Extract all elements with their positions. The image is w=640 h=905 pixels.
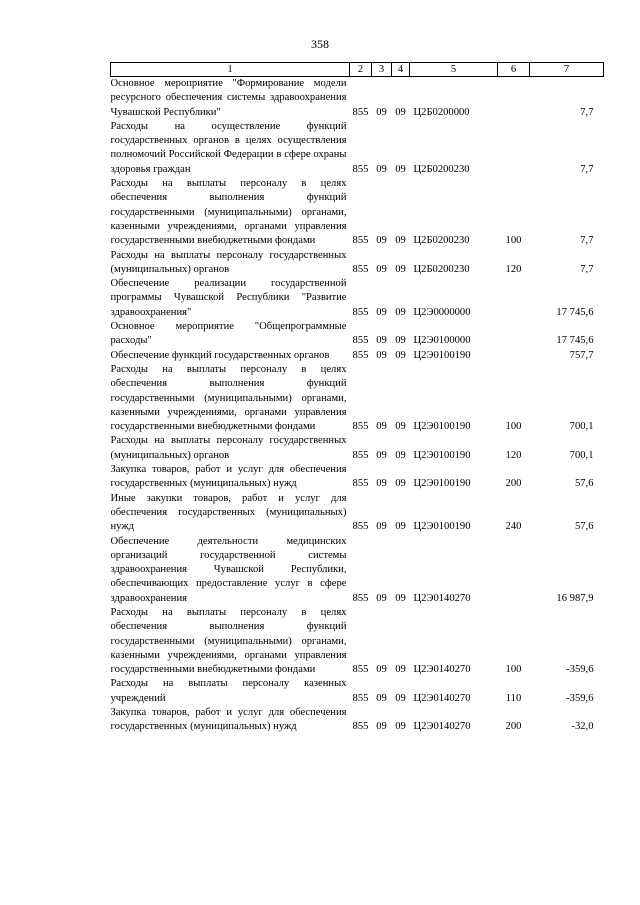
ministry-code: 855: [352, 721, 369, 733]
header-col-5: 5: [410, 63, 498, 77]
table-row: [111, 363, 604, 434]
section-code: 09: [376, 106, 387, 118]
subsection-code: 09: [395, 306, 406, 318]
target-article-code: Ц2Э0100190: [413, 421, 471, 433]
item-name: Расходы на выплаты персоналу казенных учреждений: [110, 678, 347, 704]
table-row: [111, 349, 604, 363]
ministry-code: 855: [352, 664, 369, 676]
table-row: [111, 606, 604, 677]
section-code: 09: [376, 592, 387, 604]
target-article-code: Ц2Э0100190: [413, 521, 471, 533]
amount: 7,7: [580, 263, 594, 275]
amount: 17 745,6: [556, 335, 594, 347]
ministry-code: 855: [352, 335, 369, 347]
ministry-code: 855: [352, 421, 369, 433]
subsection-code: 09: [395, 449, 406, 461]
expense-type-code: [498, 77, 530, 120]
amount: 16 987,9: [556, 592, 594, 604]
target-article-code: Ц2Б0200000: [413, 106, 470, 118]
ministry-code: 855: [352, 692, 369, 704]
amount: 57,6: [574, 521, 594, 533]
amount: 17 745,6: [556, 306, 594, 318]
amount: 700,1: [569, 449, 594, 461]
section-code: 09: [376, 692, 387, 704]
header-col-2: 2: [350, 63, 372, 77]
amount: 7,7: [580, 106, 594, 118]
amount: 700,1: [569, 421, 594, 433]
ministry-code: 855: [352, 163, 369, 175]
amount: -32,0: [571, 721, 594, 733]
subsection-code: 09: [395, 692, 406, 704]
table-row: [111, 535, 604, 606]
item-name: Расходы на выплаты персоналу в целях обеспечения выполнения функций государственными (муниципальными) органами, казенными учреждениями, органами управления государственными внебюджетными фондами: [110, 178, 347, 247]
header-col-3: 3: [372, 63, 392, 77]
table-row: [111, 277, 604, 320]
item-name: Расходы на выплаты персоналу государственных (муниципальных) органов: [110, 435, 347, 461]
section-code: 09: [376, 421, 387, 433]
subsection-code: 09: [395, 335, 406, 347]
section-code: 09: [376, 721, 387, 733]
expense-type-code: 110: [505, 692, 522, 704]
item-name: Расходы на осуществление функций государственных органов в целях осуществления полномочий Российской Федерации в сфере охраны здоровья граждан: [110, 120, 347, 175]
target-article-code: Ц2Э0000000: [413, 306, 471, 318]
ministry-code: 855: [352, 521, 369, 533]
expense-type-code: 200: [505, 721, 522, 733]
amount: 7,7: [580, 163, 594, 175]
table-row: [111, 463, 604, 492]
table-row: [111, 177, 604, 248]
subsection-code: 09: [395, 106, 406, 118]
section-code: 09: [376, 349, 387, 361]
item-name: Иные закупки товаров, работ и услуг для обеспечения государственных (муниципальных) нужд: [110, 492, 347, 533]
ministry-code: 855: [352, 235, 369, 247]
expense-type-code: [498, 277, 530, 320]
section-code: 09: [376, 449, 387, 461]
header-col-1: 1: [111, 63, 350, 77]
target-article-code: Ц2Б0200230: [413, 263, 470, 275]
section-code: 09: [376, 335, 387, 347]
subsection-code: 09: [395, 235, 406, 247]
section-code: 09: [376, 235, 387, 247]
header-col-4: 4: [392, 63, 410, 77]
target-article-code: Ц2Э0100000: [413, 335, 471, 347]
target-article-code: Ц2Э0100190: [413, 478, 471, 490]
subsection-code: 09: [395, 421, 406, 433]
expense-type-code: [498, 120, 530, 177]
amount: -359,6: [566, 664, 594, 676]
expense-type-code: 100: [505, 421, 522, 433]
ministry-code: 855: [352, 592, 369, 604]
item-name: Расходы на выплаты персоналу в целях обеспечения выполнения функций государственными (муниципальными) органами, казенными учреждениями, органами управления государственными внебюджетными фондами: [110, 606, 347, 676]
target-article-code: Ц2Э0140270: [413, 664, 471, 676]
subsection-code: 09: [395, 721, 406, 733]
table-row: [111, 706, 604, 735]
section-code: 09: [376, 163, 387, 175]
section-code: 09: [376, 478, 387, 490]
ministry-code: 855: [352, 449, 369, 461]
target-article-code: Ц2Э0100190: [413, 349, 471, 361]
item-name: Основное мероприятие "Общепрограммные расходы": [110, 321, 347, 347]
expense-type-code: 120: [505, 449, 522, 461]
target-article-code: Ц2Э0140270: [413, 721, 471, 733]
item-name: Закупка товаров, работ и услуг для обеспечения государственных (муниципальных) нужд: [110, 464, 347, 490]
item-name: Основное мероприятие "Формирование модели ресурсного обеспечения системы здравоохранения Чувашской Республики": [110, 78, 347, 118]
target-article-code: Ц2Б0200230: [413, 163, 470, 175]
ministry-code: 855: [352, 106, 369, 118]
item-name: Закупка товаров, работ и услуг для обеспечения государственных (муниципальных) нужд: [110, 707, 347, 733]
amount: -359,6: [566, 692, 594, 704]
table-row: [111, 77, 604, 120]
subsection-code: 09: [395, 163, 406, 175]
ministry-code: 855: [352, 349, 369, 361]
budget-table: [110, 62, 604, 735]
ministry-code: 855: [352, 263, 369, 275]
table-row: [111, 120, 604, 177]
target-article-code: Ц2Э0140270: [413, 592, 471, 604]
target-article-code: Ц2Э0100190: [413, 449, 471, 461]
subsection-code: 09: [395, 592, 406, 604]
header-col-6: 6: [498, 63, 530, 77]
header-col-7: 7: [530, 63, 604, 77]
subsection-code: 09: [395, 349, 406, 361]
section-code: 09: [376, 306, 387, 318]
table-row: [111, 249, 604, 278]
section-code: 09: [376, 521, 387, 533]
section-code: 09: [376, 263, 387, 275]
table-row: [111, 677, 604, 706]
subsection-code: 09: [395, 521, 406, 533]
amount: 7,7: [580, 235, 594, 247]
table-row: [111, 320, 604, 349]
header-row: [111, 63, 604, 77]
item-name: Расходы на выплаты персоналу государственных (муниципальных) органов: [110, 249, 347, 275]
expense-type-code: 200: [505, 478, 522, 490]
expense-type-code: 100: [505, 235, 522, 247]
amount: 757,7: [569, 349, 594, 361]
table-row: [111, 434, 604, 463]
item-name: Расходы на выплаты персоналу в целях обеспечения выполнения функций государственными (муниципальными) органами, казенными учреждениями, органами управления государственными внебюджетными фондами: [110, 363, 347, 433]
expense-type-code: [498, 349, 530, 363]
subsection-code: 09: [395, 263, 406, 275]
item-name: Обеспечение реализации государственной программы Чувашской Республики "Развитие здравоохранения": [110, 278, 347, 318]
ministry-code: 855: [352, 306, 369, 318]
subsection-code: 09: [395, 664, 406, 676]
item-name: Обеспечение функций государственных органов: [110, 349, 330, 361]
expense-type-code: 240: [505, 521, 522, 533]
table-row: [111, 492, 604, 535]
expense-type-code: 120: [505, 263, 522, 275]
expense-type-code: [498, 535, 530, 606]
subsection-code: 09: [395, 478, 406, 490]
ministry-code: 855: [352, 478, 369, 490]
expense-type-code: [498, 320, 530, 349]
target-article-code: Ц2Э0140270: [413, 692, 471, 704]
table-body: [111, 77, 604, 735]
target-article-code: Ц2Б0200230: [413, 235, 470, 247]
amount: 57,6: [574, 478, 594, 490]
section-code: 09: [376, 664, 387, 676]
item-name: Обеспечение деятельности медицинских организаций государственной системы здравоохранения Чувашской Республики, обеспечивающих предоставление услуг в сфере здравоохранения: [110, 535, 347, 604]
table-header: [111, 63, 604, 77]
expense-type-code: 100: [505, 664, 522, 676]
page-number: 358: [311, 37, 329, 51]
